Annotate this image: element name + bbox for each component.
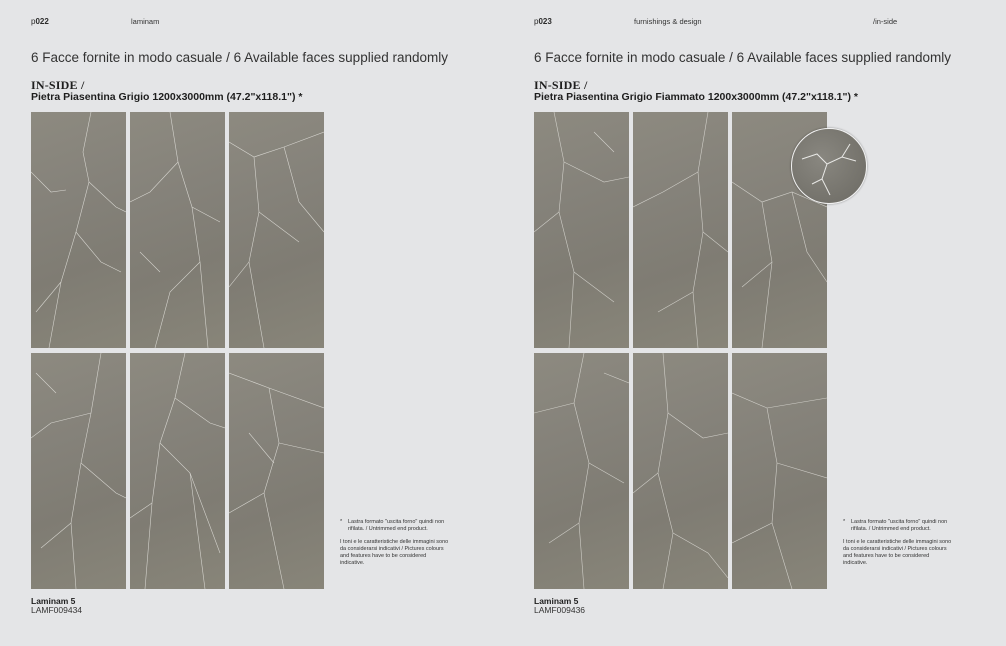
- slab-face-6: [732, 353, 827, 589]
- footer-title: Laminam 5: [534, 596, 579, 606]
- footnote-colours: I toni e le caratteristiche delle immagini sono da considerarsi indicativi / Pictures colours and features have to be considered indicative.: [340, 539, 449, 566]
- slab-face-5: [130, 353, 225, 589]
- footer-code: LAMF009436: [534, 605, 586, 615]
- faces-caption: 6 Facce fornite in modo casuale / 6 Available faces supplied randomly: [31, 50, 448, 65]
- page-number: p023: [534, 17, 552, 26]
- brand-title: IN-SIDE /: [31, 78, 85, 92]
- brand-title: IN-SIDE /: [534, 78, 588, 92]
- slab-face-2: [130, 112, 225, 348]
- faces-caption: 6 Facce fornite in modo casuale / 6 Available faces supplied randomly: [534, 50, 951, 65]
- slab-face-4: [534, 353, 629, 589]
- slab-face-1: [534, 112, 629, 348]
- slab-face-1: [31, 112, 126, 348]
- collection-label: /in-side: [873, 17, 898, 26]
- page-number: p022: [31, 17, 49, 26]
- footnote: [340, 519, 450, 567]
- slab-face-4: [31, 353, 126, 589]
- footnote-trim: Lastra formato "uscita forno" quindi non rifilata. / Untrimmed end product.: [348, 519, 445, 532]
- footnote-trim: Lastra formato "uscita forno" quindi non rifilata. / Untrimmed end product.: [851, 519, 948, 532]
- footnote-star: *: [843, 519, 846, 525]
- footnote-colours: I toni e le caratteristiche delle immagini sono da considerarsi indicativi / Pictures colours and features have to be considered indicative.: [843, 539, 952, 566]
- footnote-star: *: [340, 519, 343, 525]
- section-label: furnishings & design: [634, 17, 702, 26]
- slab-face-5: [633, 353, 728, 589]
- slab-grid: [31, 112, 325, 590]
- footnote: [843, 519, 953, 567]
- slab-face-2: [633, 112, 728, 348]
- texture-detail-zoom: [791, 128, 867, 204]
- section-label: laminam: [131, 17, 160, 26]
- product-title: Pietra Piasentina Grigio 1200x3000mm (47.2"x118.1") *: [31, 91, 303, 103]
- slab-face-6: [229, 353, 324, 589]
- footer-title: Laminam 5: [31, 596, 76, 606]
- product-title: Pietra Piasentina Grigio Fiammato 1200x3000mm (47.2"x118.1") *: [534, 91, 858, 103]
- right-page: [503, 0, 1006, 646]
- footer-code: LAMF009434: [31, 605, 83, 615]
- slab-grid: [534, 112, 828, 590]
- slab-face-3: [229, 112, 324, 348]
